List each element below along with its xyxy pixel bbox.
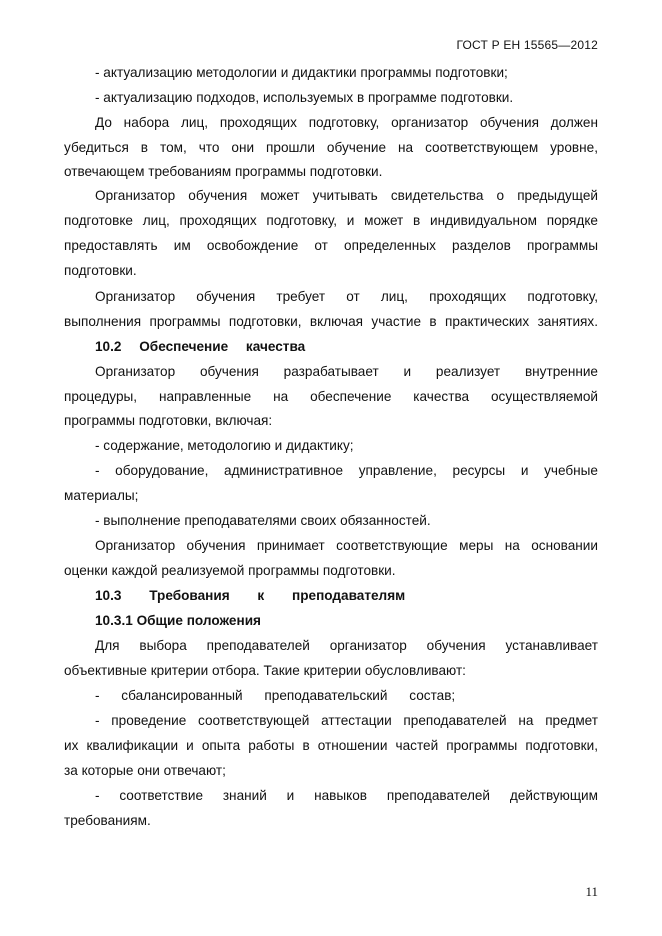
- paragraph-line: оценки каждой реализуемой программы подготовки.: [64, 563, 396, 578]
- paragraph-line: выполнения программы подготовки, включая участие в практических занятиях.: [64, 314, 598, 329]
- paragraph-line: за которые они отвечают;: [64, 763, 226, 778]
- paragraph-line: предоставлять им освобождение от определенных разделов программы: [64, 238, 598, 253]
- bullet-line: - сбалансированный преподавательский состав;: [95, 688, 456, 703]
- paragraph-line: объективные критерии отбора. Такие критерии обусловливают:: [64, 663, 466, 678]
- bullet-line: - оборудование, административное управление, ресурсы и учебные: [95, 463, 598, 478]
- paragraph-line: подготовке лиц, проходящих подготовку, и может в индивидуальном порядке: [64, 213, 598, 228]
- bullet-line: - проведение соответствующей аттестации преподавателей на предмет: [95, 713, 598, 728]
- bullet-line: - актуализацию методологии и дидактики программы подготовки;: [95, 65, 508, 80]
- section-heading: 10.2 Обеспечение качества: [95, 339, 306, 354]
- paragraph-line: отвечающем требованиям программы подготовки.: [64, 164, 383, 179]
- paragraph-line: подготовки.: [64, 263, 137, 278]
- paragraph-line: их квалификации и опыта работы в отношении частей программы подготовки,: [64, 738, 598, 753]
- paragraph-line: Организатор обучения разрабатывает и реализует внутренние: [95, 364, 598, 379]
- paragraph-line: процедуры, направленные на обеспечение качества осуществляемой: [64, 389, 598, 404]
- document-header: ГОСТ Р ЕН 15565—2012: [456, 38, 598, 52]
- paragraph-line: Организатор обучения может учитывать свидетельства о предыдущей: [95, 188, 598, 203]
- paragraph-line: убедиться в том, что они прошли обучение на соответствующем уровне,: [64, 140, 598, 155]
- paragraph-line: Организатор обучения требует от лиц, проходящих подготовку,: [95, 289, 598, 304]
- paragraph-line: Организатор обучения принимает соответствующие меры на основании: [95, 538, 598, 553]
- section-heading: 10.3 Требования к преподавателям: [95, 588, 406, 603]
- bullet-line: - выполнение преподавателями своих обязанностей.: [95, 513, 431, 528]
- paragraph-line: материалы;: [64, 488, 139, 503]
- bullet-line: - актуализацию подходов, используемых в программе подготовки.: [95, 90, 514, 105]
- paragraph-line: требованиям.: [64, 813, 151, 828]
- paragraph-line: программы подготовки, включая:: [64, 413, 273, 428]
- bullet-line: - соответствие знаний и навыков преподавателей действующим: [95, 788, 598, 803]
- bullet-line: - содержание, методологию и дидактику;: [95, 438, 354, 453]
- paragraph-line: До набора лиц, проходящих подготовку, организатор обучения должен: [95, 115, 598, 130]
- subsection-heading: 10.3.1 Общие положения: [95, 613, 261, 628]
- paragraph-line: Для выбора преподавателей организатор обучения устанавливает: [95, 638, 598, 653]
- page-number: 11: [585, 884, 598, 899]
